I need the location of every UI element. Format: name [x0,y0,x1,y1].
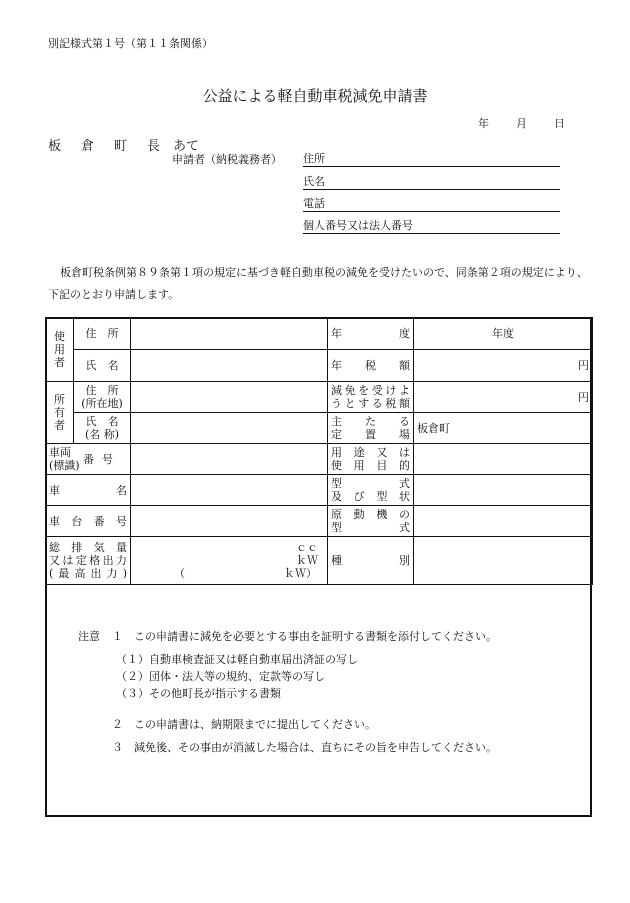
owner-address-input[interactable] [131,382,328,413]
user-group-label: 使用者 [46,318,74,382]
month-label: 月 [516,117,527,130]
day-label: 日 [554,117,565,130]
user-name-input[interactable] [131,350,328,382]
tax-amount-input[interactable]: 円 [414,350,593,382]
notes [78,628,497,756]
note-subitem: （３）その他町長が指示する書類 [116,687,281,700]
displacement-input[interactable] [131,537,328,585]
year-label: 年 [478,117,489,130]
owner-name-input[interactable] [131,413,328,444]
model-input[interactable] [414,475,593,506]
kw-paren: （ ｋＷ） [174,567,317,580]
tax-amount-label: 年税額 [328,350,414,382]
model-label: 型式 及び型状 [328,475,414,506]
applicant-phone-field[interactable]: 電話 [303,196,560,212]
note-item: ３ 減免後、その事由が消滅した場合は、直ちにその旨を申告してください。 [112,741,497,754]
user-address-input[interactable] [131,318,328,350]
engine-model-input[interactable] [414,506,593,537]
date-line [478,115,565,131]
note-item: ２ この申請書は、納期限までに提出してください。 [112,718,376,731]
note-subitem: （２）団体・法人等の規約、定款等の写し [116,670,325,683]
user-address-label: 住 所 [74,318,131,350]
form-id: 別記様式第１号（第１１条関係） [48,37,213,50]
owner-address-sub: (所在地) [81,397,123,410]
engine-model-label: 原動機の 型式 [328,506,414,537]
fiscal-year-input[interactable]: 年度 [414,318,593,350]
note-item: 注意 １ この申請書に減免を必要とする事由を証明する書類を添付してください。 [78,630,497,643]
chassis-number-input[interactable] [131,506,328,537]
owner-name-main: 氏 名 [85,415,119,428]
cc-unit: ｃｃ [296,541,318,554]
user-name-label: 氏 名 [74,350,131,382]
applicant-id-number-field[interactable]: 個人番号又は法人番号 [303,218,560,234]
addressee-char: 板 [48,139,62,154]
reduction-label: 減免を受けよ うとする税額 [328,382,414,413]
plate-number-input[interactable] [131,444,328,475]
owner-name-label [74,413,131,444]
page-title: 公益による軽自動車税減免申請書 [202,87,428,105]
chassis-number-label: 車台番号 [46,506,131,537]
owner-address-label [74,382,131,413]
owner-address-main: 住 所 [85,384,119,397]
type-input[interactable] [414,537,593,585]
reduction-input[interactable]: 円 [414,382,593,413]
storage-label: 主たる 定置場 [328,413,414,444]
addressee-suffix: あて [173,139,200,154]
plate-label-2: (標識) [49,459,80,472]
plate-label-3: 番号 [83,452,121,466]
plate-label-1: 車両 [49,446,71,459]
plate-number-label [46,444,131,475]
fiscal-year-label: 年 度 [328,318,414,350]
kw-unit: ｋＷ [296,554,318,567]
notes-label: 注意 [78,630,100,643]
addressee-char: 長 [147,139,161,154]
applicant-address-field[interactable]: 住所 [303,151,560,167]
storage-input[interactable]: 板倉町 [414,413,593,444]
vehicle-name-label: 車 名 [46,475,131,506]
purpose-input[interactable] [414,444,593,475]
vehicle-table [45,317,593,585]
owner-name-sub: (名 称) [84,428,120,441]
applicant-name-field[interactable]: 氏名 [303,174,560,190]
displacement-label: 総排気量 又は定格出力 (最高出力) [46,537,131,585]
owner-group-label: 所有者 [46,382,74,444]
addressee-char: 倉 [81,139,95,154]
addressee-char: 町 [114,139,128,154]
note-subitem: （１）自動車検査証又は軽自動車届出済証の写し [116,653,358,666]
applicant-label: 申請者（納税義務者） [172,153,282,166]
purpose-label: 用途又は 使用目的 [328,444,414,475]
intro-text: 板倉町税条例第８９条第１項の規定に基づき軽自動車税の減免を受けたいので、同条第２項の規定により、下記のとおり申請します。 [48,266,588,301]
type-label: 種 別 [328,537,414,585]
vehicle-name-input[interactable] [131,475,328,506]
